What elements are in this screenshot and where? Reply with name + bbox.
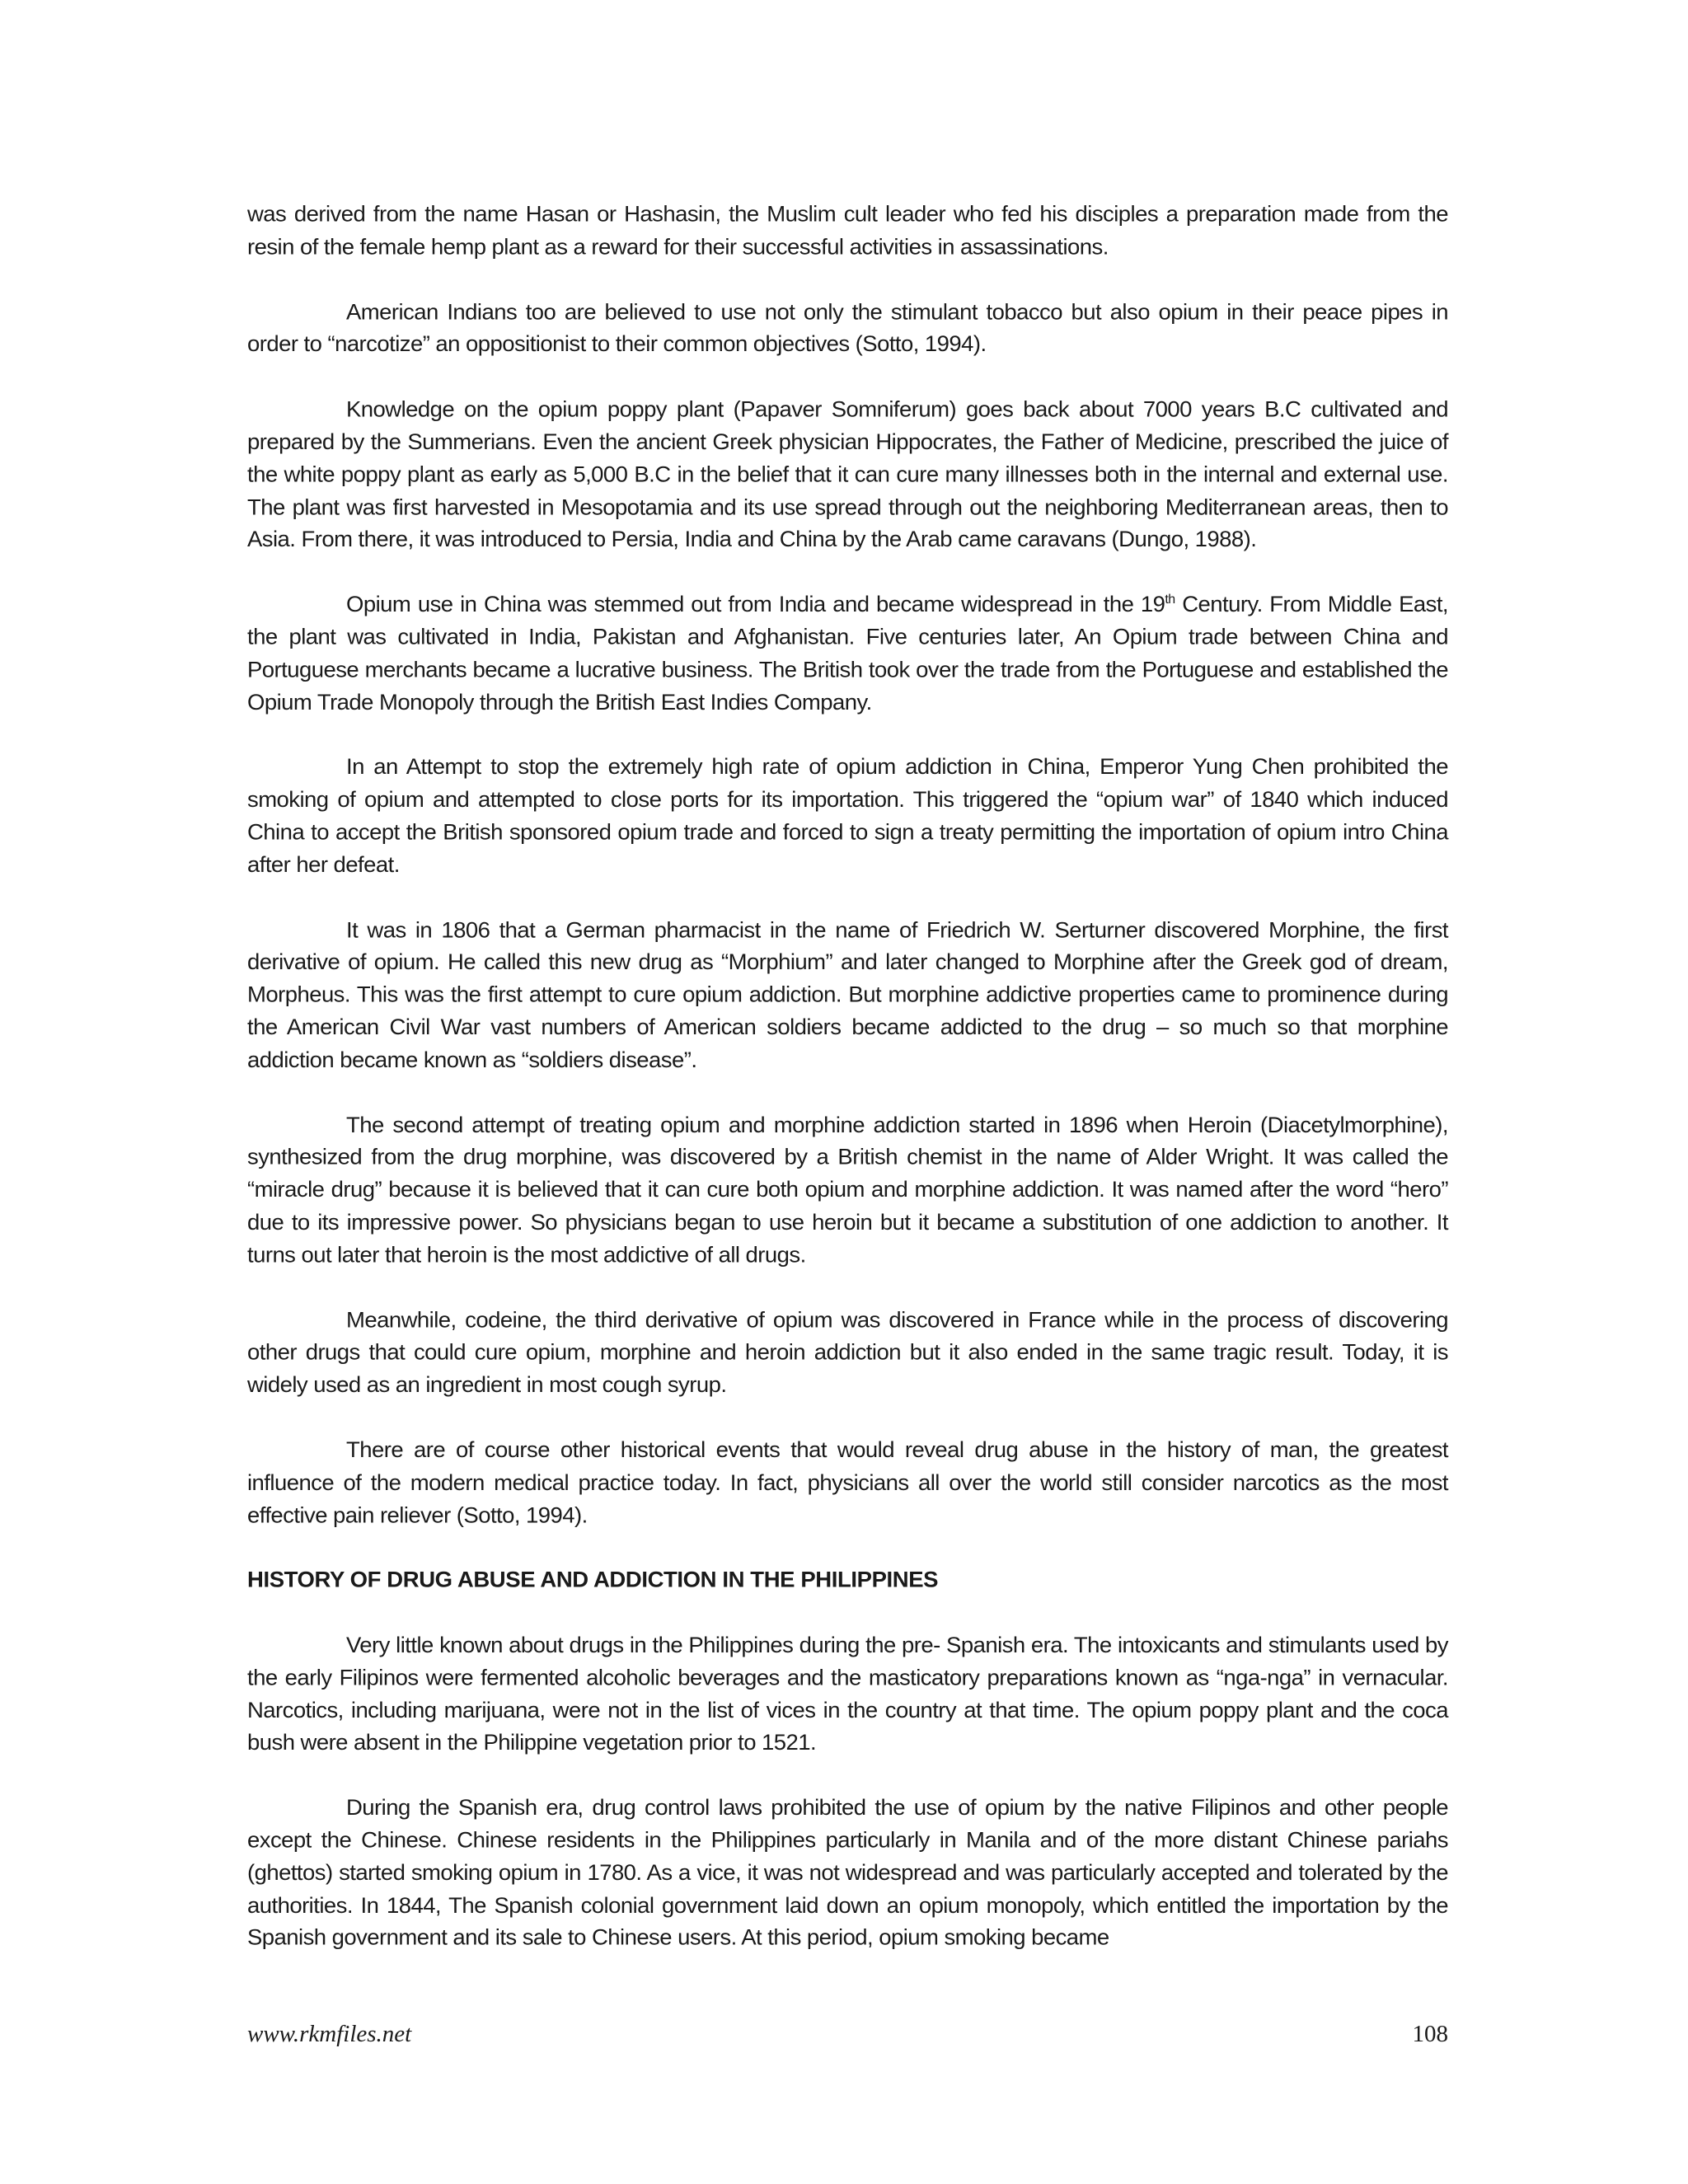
paragraph-8: Meanwhile, codeine, the third derivative of opium was discovered in France while in the process of discovering other drugs that could cure opium, morphine and heroin addiction but it also ended in the same tragic result. Today, it is widely used as an ingredient in most cough syrup. [247,1306,1448,1398]
paragraph-2: American Indians too are believed to use not only the stimulant tobacco but also opium in their peace pipes in order to “narcotize” an oppositionist to their common objectives (Sotto, 1994). [247,298,1448,357]
page-number: 108 [1412,2021,1448,2047]
footer-url: www.rkmfiles.net [247,2021,412,2047]
paragraph-1: was derived from the name Hasan or Hashasin, the Muslim cult leader who fed his disciples a preparation made from the resin of the female hemp plant as a reward for their successful activities in assassinations. [247,200,1448,260]
page-footer [247,2021,1448,2048]
paragraph-4-text-after: Century. From Middle East, the plant was cultivated in India, Pakistan and Afghanistan. Five centuries later, An Opium trade between China and Portuguese merchants became a lucrative business. The British took over the trade from the Portuguese and established the Opium Trade Monopoly through the British East Indies Company. [247,591,1449,715]
paragraph-11: During the Spanish era, drug control laws prohibited the use of opium by the native Filipinos and other people except the Chinese. Chinese residents in the Philippines particularly in Manila and of the more distant Chinese pariahs (ghettos) started smoking opium in 1780. As a vice, it was not widespread and was particularly accepted and tolerated by the authorities. In 1844, The Spanish colonial government laid down an opium monopoly, which entitled the importation by the Spanish government and its sale to Chinese users. At this period, opium smoking became [247,1794,1448,1950]
paragraph-10: Very little known about drugs in the Philippines during the pre- Spanish era. The intoxicants and stimulants used by the early Filipinos were fermented alcoholic beverages and the masticatory preparations known as “nga-nga” in vernacular. Narcotics, including marijuana, were not in the list of vices in the country at that time. The opium poppy plant and the coca bush were absent in the Philippine vegetation prior to 1521. [247,1632,1448,1755]
paragraph-3: Knowledge on the opium poppy plant (Papaver Somniferum) goes back about 7000 years B.C cultivated and prepared by the Summerians. Even the ancient Greek physician Hippocrates, the Father of Medicine, prescribed the juice of the white poppy plant as early as 5,000 B.C in the belief that it can cure many illnesses both in the internal and external use. The plant was first harvested in Mesopotamia and its use spread through out the neighboring Mediterranean areas, then to Asia. From there, it was introduced to Persia, India and China by the Arab came caravans (Dungo, 1988). [247,396,1448,552]
section-heading: HISTORY OF DRUG ABUSE AND ADDICTION IN THE PHILIPPINES [247,1567,939,1592]
page-body [247,198,1448,1986]
paragraph-4-text-before: Opium use in China was stemmed out from India and became widespread in the 19 [346,591,1165,617]
paragraph-4 [247,588,1448,719]
paragraph-5: In an Attempt to stop the extremely high rate of opium addiction in China, Emperor Yung Chen prohibited the smoking of opium and attempted to close ports for its importation. This triggered the “opium war” of 1840 which induced China to accept the British sponsored opium trade and forced to sign a treaty permitting the importation of opium intro China after her defeat. [247,753,1448,877]
paragraph-6: It was in 1806 that a German pharmacist in the name of Friedrich W. Serturner discovered Morphine, the first derivative of opium. He called this new drug as “Morphium” and later changed to Morphine after the Greek god of dream, Morpheus. This was the first attempt to cure opium addiction. But morphine addictive properties came to prominence during the American Civil War vast numbers of American soldiers became addicted to the drug – so much so that morphine addiction became known as “soldiers disease”. [247,916,1448,1072]
paragraph-9: There are of course other historical events that would reveal drug abuse in the history of man, the greatest influence of the modern medical practice today. In fact, physicians all over the world still consider narcotics as the most effective pain reliever (Sotto, 1994). [247,1436,1448,1527]
ordinal-suffix: th [1165,593,1175,607]
paragraph-7: The second attempt of treating opium and morphine addiction started in 1896 when Heroin (Diacetylmorphine), synthesized from the drug morphine, was discovered by a British chemist in the name of Alder Wright. It was called the “miracle drug” because it is believed that it can cure both opium and morphine addiction. It was named after the word “hero” due to its impressive power. So physicians began to use heroin but it became a substitution of one addiction to another. It turns out later that heroin is the most addictive of all drugs. [247,1111,1448,1268]
